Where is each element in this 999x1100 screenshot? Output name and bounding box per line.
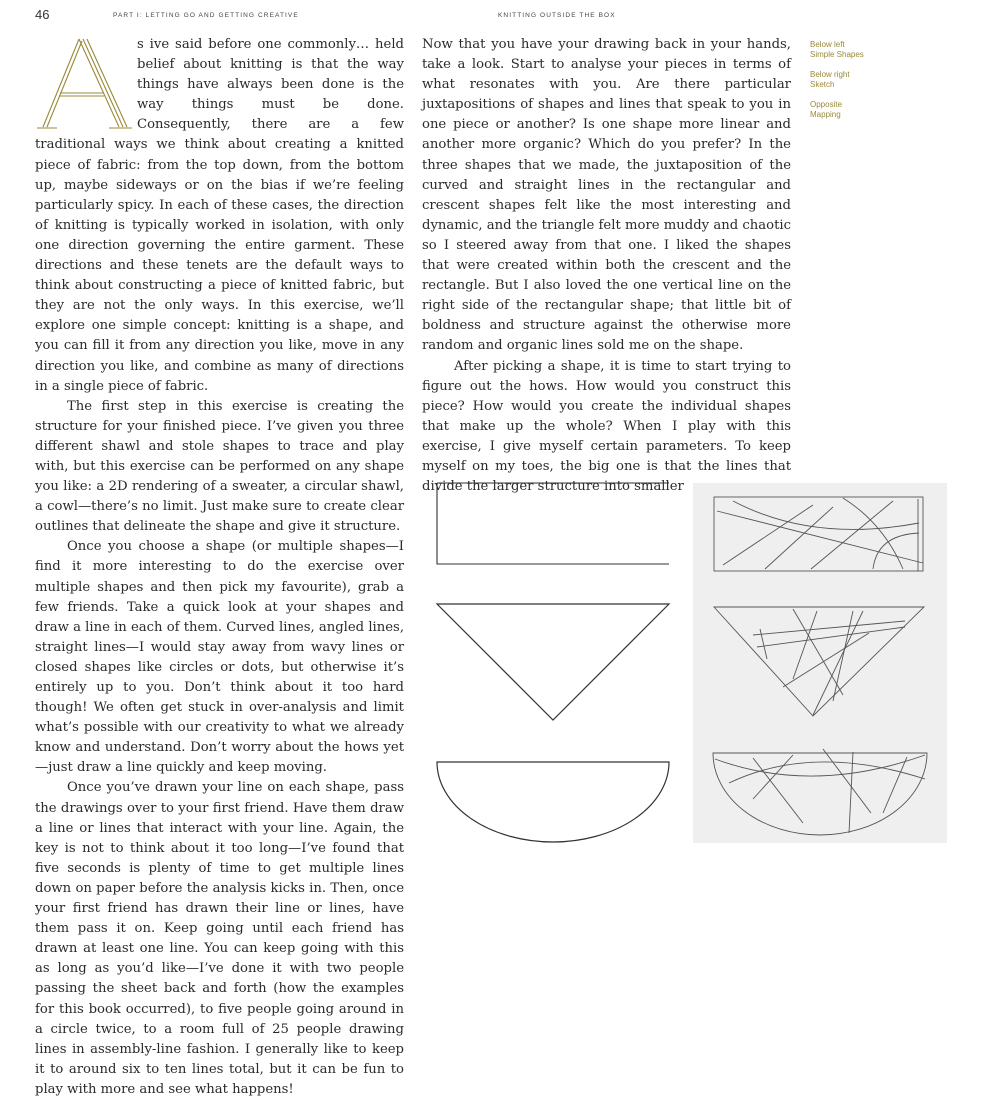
sketch-figure [693,483,947,843]
rectangle-shape [437,483,669,564]
caption-title: Mapping [810,110,841,119]
caption-position: Opposite [810,100,843,109]
crescent-shape [437,762,669,842]
sketch-rectangle [714,497,923,571]
triangle-shape [437,604,669,720]
drop-cap-a-icon [35,35,133,133]
caption [810,40,930,60]
page-number: 46 [35,7,50,22]
paragraph-text: s ive said before one commonly… held belief about knitting is that the way things have always been done is the way things must be done. Consequently, there are a few traditional ways we think about creating a knitted piece of fabric: from the top down, from the bottom up, maybe sideways or on the bias if we’re feeling particularly spicy. In each of these cases, the direction of knitting is typically worked in isolation, with only one direction governing the entire garment. These directions and these tenets are the default ways to think about constructing a piece of knitted fabric, but they are not the only ways. In this exercise, we’ll explore one simple concept: knitting is a shape, and you can fill it from any direction you like, move in any direction you like, and combine as many of directions in a single piece of fabric. [35,37,404,394]
caption-title: Simple Shapes [810,50,864,59]
running-header [0,7,999,23]
figure-captions [810,40,930,130]
body-column-left [35,35,404,1100]
paragraph [35,35,404,397]
caption-title: Sketch [810,80,835,89]
simple-shapes-figure [432,476,676,850]
caption [810,100,930,120]
paragraph: After picking a shape, it is time to start trying to figure out the hows. How would you construct this piece? How would you create the individual shapes that make up the whole? When I play with this exercise, I give myself certain parameters. To keep myself on my toes, the big one is that the lines that divide the larger structure into smaller [422,358,791,495]
caption-position: Below left [810,40,845,49]
caption [810,70,930,90]
sketch-triangle [714,607,924,716]
body-column-right [422,35,791,497]
paragraph: Once you choose a shape (or multiple shapes—I find it more interesting to do the exercise over multiple shapes and then pick my favourite), grab a few friends. Take a quick look at your shapes and draw a line in each of them. Curved lines, angled lines, straight lines—I would stay away from wavy lines or closed shapes like circles or dots, but otherwise it’s entirely up to you. Don’t think about it too hard though! We often get stuck in over-analysis and limit what’s possible with our creativity to what we already know and understand. Don’t worry about the hows yet—just draw a line quickly and keep moving. [35,539,405,776]
paragraph: Once you’ve drawn your line on each shape, pass the drawings over to your first friend. Have them draw a line or lines that interact with your line. Again, the key is not to think about it too long—I’ve found that five seconds is plenty of time to get multiple lines down on paper before the analysis kicks in. Then, once your first friend has drawn their line or lines, have them pass it on. Keep going until each friend has drawn at least one line. You can keep going with this as long as you’d like—I’ve done it with two people passing the sheet back and forth (how the examples for this book occurred), to five people going around in a circle twice, to a room full of 25 people drawing lines in assembly-line fashion. I generally like to keep it to around six to ten lines total, but it can be fun to play with more and see what happens! [35,780,404,1097]
paragraph: The first step in this exercise is creating the structure for your finished piece. I’ve given you three different shawl and stole shapes to trace and play with, but this exercise can be performed on any shape you like: a 2D rendering of a sweater, a circular shawl, a cowl—there’s no limit. Just make sure to create clear outlines that delineate the shape and give it structure. [35,398,404,535]
running-head-left: PART I: LETTING GO AND GETTING CREATIVE [113,12,299,19]
sketch-crescent [713,753,927,835]
caption-position: Below right [810,70,850,79]
paragraph: Now that you have your drawing back in your hands, take a look. Start to analyse your pieces in terms of what resonates with you. Are there particular juxtapositions of shapes and lines that speak to you in one piece or another? Is one shape more linear and another more organic? Which do you prefer? In the three shapes that we made, the juxtaposition of the curved and straight lines in the rectangular and crescent shapes felt like the most interesting and dynamic, and the triangle felt more muddy and chaotic so I steered away from that one. I liked the shapes that were created within both the crescent and the rectangle. But I also loved the one vertical line on the right side of the rectangular shape; that little bit of boldness and structure against the otherwise more random and organic lines sold me on the shape. [422,37,791,354]
running-head-right: KNITTING OUTSIDE THE BOX [498,12,616,19]
